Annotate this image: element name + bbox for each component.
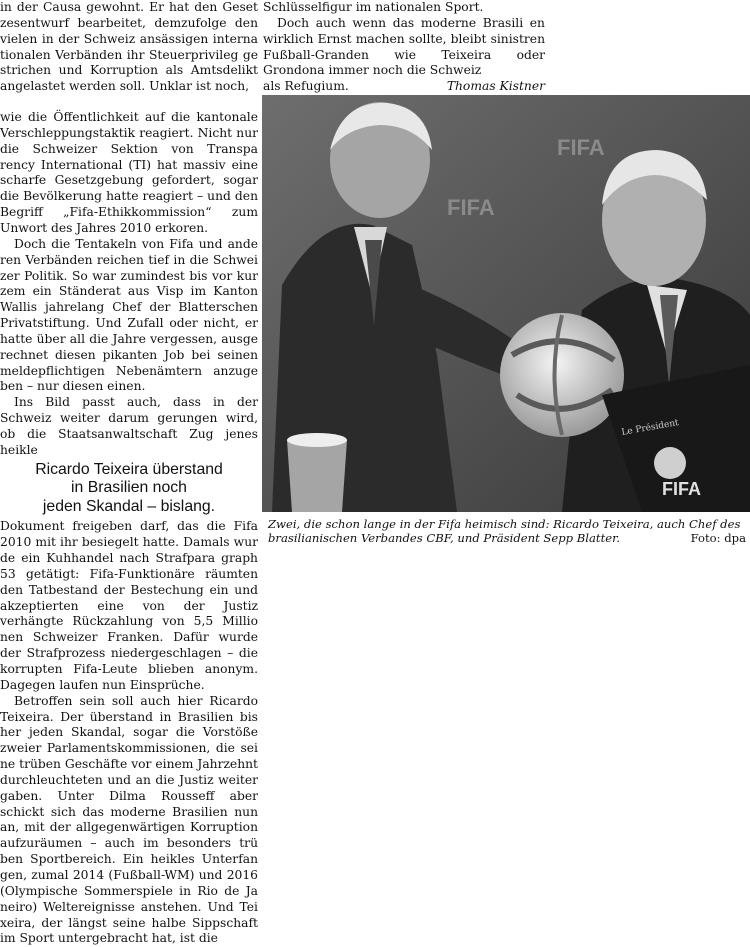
text-line: die Staatsanwaltschaft Zug jenes heikle — [0, 426, 258, 457]
pull-quote-line: Ricardo Teixeira überstand — [35, 460, 223, 478]
left-top-paragraph — [0, 0, 258, 95]
text-line: räumten den Tatbestand der Bestechung — [0, 566, 258, 597]
text-line: ren Verbänden reichen tief in die Schwei — [0, 252, 258, 267]
text-line: gen, zumal 2014 (Fußball-WM) und 2016 — [0, 867, 258, 882]
text-line: en wirklich Ernst machen sollte, bleibt — [263, 15, 545, 46]
text-line: aufzuräumen – auch im besonders trü — [0, 836, 258, 851]
news-photo — [262, 95, 750, 512]
backdrop-fifa-text: FIFA — [447, 195, 495, 220]
text-line: Verschleppungstaktik reagiert. Nicht — [0, 125, 237, 140]
paragraph-teixeira — [0, 694, 258, 947]
text-line: gaben. Unter Dilma Rousseff aber — [0, 788, 258, 803]
article-left-column — [0, 0, 258, 947]
text-line: nur die Schweizer Sektion von Transpa — [0, 125, 258, 156]
paragraph-document — [0, 395, 258, 458]
text-line: zer Politik. So war zumindest bis vor kur — [0, 268, 258, 283]
pull-quote-line: in Brasilien noch — [71, 479, 187, 497]
text-line: ne trüben Geschäfte vor einem Jahrzehnt — [0, 757, 258, 772]
text-line: strichen und Korruption als Amtsdelikt — [0, 63, 258, 78]
article-right-column — [263, 0, 545, 95]
text-line: schickt sich das moderne Brasilien nun — [0, 804, 258, 819]
text-line: de ein Kuhhandel nach Strafpara — [0, 551, 216, 566]
photo-credit: Foto: dpa — [690, 531, 746, 545]
text-line: Doch auch wenn das moderne Brasili — [277, 15, 524, 30]
text-line: xeira, der längst seine halbe Sippschaft — [0, 915, 258, 930]
pennant-label: Le Président — [620, 418, 680, 438]
text-line: angelastet werden soll. Unklar ist noch, — [0, 79, 250, 94]
column-gap — [0, 95, 258, 110]
left-paragraph-continued — [0, 110, 258, 237]
text-line: verhängte Rückzahlung von 5,5 Millio — [0, 614, 258, 629]
last-line: als Refugium. — [263, 79, 349, 94]
text-line: graph 53 getätigt: Fifa-Funktionäre — [0, 551, 258, 581]
text-line: Unwort des Jahres 2010 erkoren. — [0, 220, 209, 235]
right-paragraph — [263, 16, 545, 79]
text-line: neiro) Weltereignisse anstehen. Und Tei — [0, 899, 258, 914]
backdrop-fifa-text: FIFA — [557, 135, 605, 160]
photo-illustration — [262, 95, 750, 512]
text-line: Dokument freigeben darf, das die Fifa — [0, 519, 258, 534]
text-line: Teixeira. Der überstand in Brasilien bis — [0, 709, 258, 724]
text-line: Schweiz weiter darum gerungen wird, ob — [0, 411, 258, 441]
text-line: rency International (TI) hat massiv eine — [0, 157, 258, 172]
right-top-line: Schlüsselfigur im nationalen Sport. — [263, 0, 484, 14]
pennant-fifa-logo: FIFA — [662, 479, 701, 499]
text-line: im Sport untergebracht hat, ist die — [0, 931, 218, 946]
text-line: korrupten Fifa-Leute blieben anonym. — [0, 662, 258, 676]
text-line: meldepflichtigen Nebenämtern anzuge — [0, 363, 258, 378]
text-line: zesentwurf bearbeitet, demzufolge den — [0, 15, 258, 30]
text-line: hatte über all die Jahre vergessen, ausge — [0, 331, 258, 346]
text-line: Begriff „Fifa-Ethikkommission“ zum — [0, 205, 258, 220]
text-line: ben – nur diesen einen. — [0, 379, 146, 394]
text-line: die Bevölkerung hatte reagiert – und den — [0, 189, 258, 204]
text-line: zweier Parlamentskommissionen, die sei — [0, 741, 258, 756]
article-ending — [263, 79, 545, 95]
author-byline: Thomas Kistner — [446, 79, 545, 94]
text-line: Ins Bild passt auch, dass in der — [14, 395, 258, 410]
text-line: sinistren Fußball-Granden wie Teixeira — [263, 31, 545, 62]
text-line: her jeden Skandal, sogar die Vorstöße — [0, 725, 258, 740]
pull-quote-line: jeden Skandal – bislang. — [42, 497, 216, 515]
text-line: Privatstiftung. Und Zufall oder nicht, er — [0, 316, 258, 331]
text-line: Doch die Tentakeln von Fifa und ande — [14, 236, 258, 251]
text-line: ein und akzeptierten eine von der Justiz — [0, 582, 259, 613]
text-line: Wallis jahrelang Chef der Blatterschen — [0, 300, 258, 315]
text-line: (Olympische Sommerspiele in Rio de Ja — [0, 883, 258, 898]
water-glass — [287, 433, 347, 512]
text-line: 2010 mit ihr besiegelt hatte. Damals wur — [0, 535, 258, 550]
text-line: durchleuchteten und an die Justiz weiter — [0, 772, 258, 787]
text-line: Betroffen sein soll auch hier Ricardo — [14, 693, 258, 708]
text-line: tionalen Verbänden ihr Steuerprivileg ge — [0, 47, 258, 62]
paragraph-tentacles — [0, 237, 258, 395]
text-line: an, mit der allgegenwärtigen Korruption — [0, 820, 258, 835]
text-line: nen Schweizer Franken. Dafür wurde — [0, 630, 258, 645]
caption-text: Zwei, die schon lange in der Fifa heimisch sind: Ricardo Teixeira, auch Chef des brasilianischen Verbandes CBF, und Präsident Sepp Blatter. — [268, 517, 741, 545]
text-line: in der Causa gewohnt. Er hat den Geset — [0, 0, 258, 14]
photo-caption — [268, 517, 746, 545]
text-line: Dagegen laufen nun Einsprüche. — [0, 677, 205, 692]
paragraph-document-continued — [0, 519, 258, 693]
text-line: zem ein Ständerat aus Visp im Kanton — [0, 284, 258, 299]
text-line: vielen in der Schweiz ansässigen interna — [0, 31, 258, 46]
football — [500, 313, 624, 437]
text-line: der Strafprozess niedergeschlagen – die — [0, 646, 258, 661]
pull-quote — [0, 461, 258, 517]
text-line: rechnet diesen pikanten Job bei seinen — [0, 347, 258, 362]
text-line: wie die Öffentlichkeit auf die kantonale — [0, 110, 258, 125]
text-line: oder Grondona immer noch die Schweiz — [263, 47, 545, 78]
text-line: ben Sportbereich. Ein heikles Unterfan — [0, 852, 258, 867]
text-line: scharfe Gesetzgebung gefordert, sogar — [0, 173, 258, 188]
